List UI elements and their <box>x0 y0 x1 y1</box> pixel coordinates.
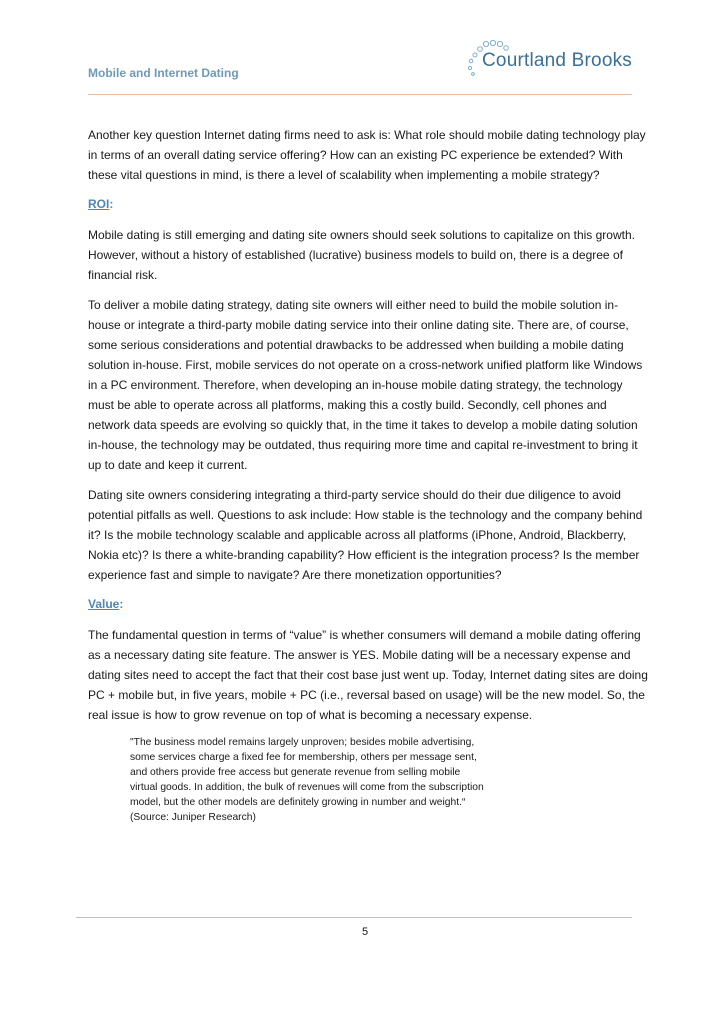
page-body <box>88 125 648 825</box>
quote-source: (Source: Juniper Research) <box>130 812 256 823</box>
quote-line: "The business model remains largely unproven; besides mobile advertising, <box>130 737 475 748</box>
roi-heading-label: ROI <box>88 197 110 211</box>
quote-line: and others provide free access but generate revenue from selling mobile <box>130 767 461 778</box>
paragraph-roi-1: Mobile dating is still emerging and dating site owners should seek solutions to capitalize on this growth. However, without a history of established (lucrative) business models to build on, there is a degree of financial risk. <box>88 228 635 282</box>
quote-line: virtual goods. In addition, the bulk of revenues will come from the subscription <box>130 782 484 793</box>
paragraph-roi-3: Dating site owners considering integrating a third-party service should do their due diligence to avoid potential pitfalls as well. Questions to ask include: How stable is the technology and the company behind it? Is the mobile technology scalable and applicable across all platforms (iPhone, Android, Blackberry, Nokia etc)? Is there a white-branding capability? How efficient is the integration process? Is the member experience fast and simple to navigate? Are there monetization opportunities? <box>88 488 643 582</box>
paragraph-roi-2: To deliver a mobile dating strategy, dating site owners will either need to build the mobile solution in-house or integrate a third-party mobile dating service into their online dating site. There are, of course, some serious considerations and potential drawbacks to be addressed when building a mobile dating solution in-house. First, mobile services do not operate on a cross-network unified platform like Windows in a PC environment. Therefore, when developing an in-house mobile dating strategy, the technology must be able to operate across all platforms, making this a costly build. Secondly, cell phones and network data speeds are evolving so quickly that, in the time it takes to develop a mobile dating solution in-house, the technology may be outdated, thus requiring more time and capital re-investment to bring it up to date and keep it current. <box>88 298 643 472</box>
quote-line: model, but the other models are definitely growing in number and weight.“ <box>130 797 466 808</box>
header-title: Mobile and Internet Dating <box>88 66 239 80</box>
footer-divider <box>76 917 632 918</box>
paragraph-intro: Another key question Internet dating firms need to ask is: What role should mobile dating technology play in terms of an overall dating service offering? How can an existing PC experience be extended? With these vital questions in mind, is there a level of scalability when implementing a mobile strategy? <box>88 128 646 182</box>
header-divider <box>88 94 632 95</box>
page-number: 5 <box>361 926 369 938</box>
value-heading: Value: <box>88 597 124 611</box>
quote-line: some services charge a fixed fee for membership, others per message sent, <box>130 752 477 763</box>
roi-heading: ROI: <box>88 197 114 211</box>
logo-text: Courtland Brooks <box>482 50 632 71</box>
courtland-brooks-logo <box>462 40 642 84</box>
block-quote <box>130 735 648 825</box>
paragraph-value: The fundamental question in terms of “value” is whether consumers will demand a mobile dating offering as a necessary dating site feature. The answer is YES. Mobile dating will be a necessary expense and dating sites need to accept the fact that their cost base just went up. Today, Internet dating sites are doing PC + mobile but, in five years, mobile + PC (i.e., reversal based on usage) will be the new model. So, the real issue is how to grow revenue on top of what is becoming a necessary expense. <box>88 628 648 722</box>
value-heading-label: Value <box>88 597 120 611</box>
